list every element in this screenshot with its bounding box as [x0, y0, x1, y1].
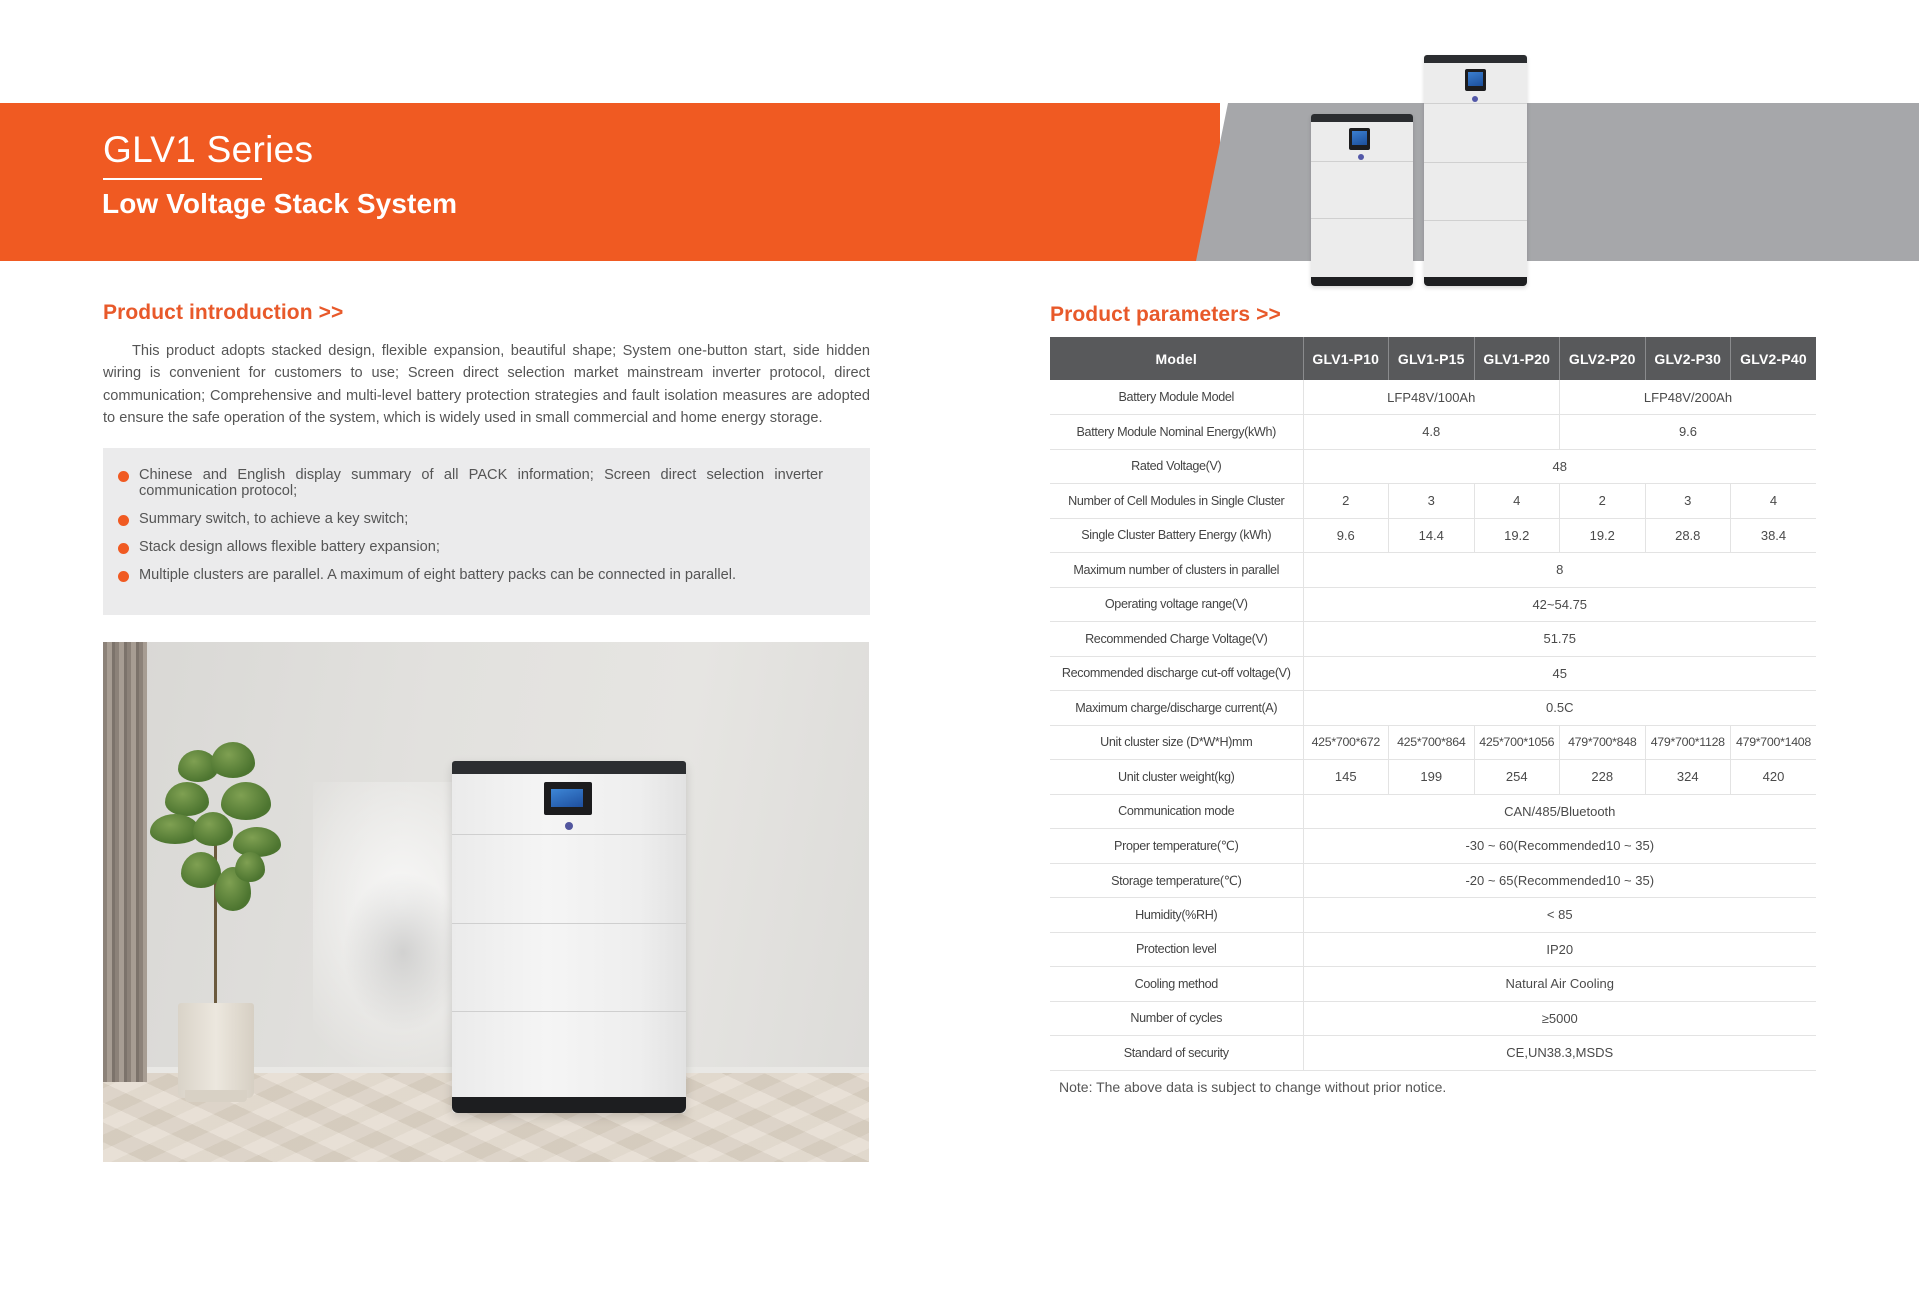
feature-list	[118, 467, 823, 595]
header-cell: GLV2-P20	[1560, 337, 1646, 380]
row-label: Proper temperature(℃)	[1050, 829, 1303, 864]
intro-paragraph: This product adopts stacked design, flexible expansion, beautiful shape; System one-button start, side hidden wiring is convenient for customers to use; Screen direct selection market mainstream inverter protocol, direct communication; Comprehensive and multi-level battery protection strategies and fault isolation measures are adopted to ensure the safe operation of the system, which is widely used in small commercial and home energy storage.	[103, 343, 870, 426]
row-value: 228	[1560, 760, 1646, 795]
row-value: 425*700*864	[1389, 725, 1475, 760]
bullet-dot-icon	[118, 571, 129, 582]
row-label: Number of Cell Modules in Single Cluster	[1050, 484, 1303, 519]
product-image-large-unit	[1424, 55, 1527, 286]
row-value: ≥5000	[1303, 1001, 1816, 1036]
row-value: LFP48V/200Ah	[1560, 380, 1817, 415]
unit-power-button-icon	[1358, 154, 1364, 160]
row-value: 425*700*672	[1303, 725, 1389, 760]
row-value: 51.75	[1303, 622, 1816, 657]
row-value: 3	[1389, 484, 1475, 519]
table-row	[1050, 518, 1816, 553]
row-value: 14.4	[1389, 518, 1475, 553]
row-label: Cooling method	[1050, 967, 1303, 1002]
bullet-dot-icon	[118, 471, 129, 482]
feature-text: Chinese and English display summary of all PACK information; Screen direct selection inverter communication protocol;	[139, 467, 823, 499]
row-value: 4	[1731, 484, 1817, 519]
plant-leaf-icon	[233, 827, 281, 857]
header-cell: GLV2-P30	[1645, 337, 1731, 380]
row-value: 3	[1645, 484, 1731, 519]
row-value: 4	[1474, 484, 1560, 519]
bullet-dot-icon	[118, 515, 129, 526]
unit-power-button-icon	[1472, 96, 1478, 102]
table-row	[1050, 1001, 1816, 1036]
row-label: Storage temperature(℃)	[1050, 863, 1303, 898]
row-label: Unit cluster size (D*W*H)mm	[1050, 725, 1303, 760]
row-label: Maximum charge/discharge current(A)	[1050, 691, 1303, 726]
table-row	[1050, 967, 1816, 1002]
row-label: Maximum number of clusters in parallel	[1050, 553, 1303, 588]
row-value: 425*700*1056	[1474, 725, 1560, 760]
row-value: 199	[1389, 760, 1475, 795]
row-value: 0.5C	[1303, 691, 1816, 726]
unit-top-cap	[1424, 55, 1527, 63]
row-value: 254	[1474, 760, 1560, 795]
table-row	[1050, 553, 1816, 588]
unit-display-screen-icon	[1349, 128, 1370, 150]
unit-display-screen-icon	[1465, 69, 1486, 91]
table-row	[1050, 725, 1816, 760]
row-label: Communication mode	[1050, 794, 1303, 829]
row-label: Battery Module Nominal Energy(kWh)	[1050, 415, 1303, 450]
battery-base	[452, 1097, 686, 1113]
table-row	[1050, 449, 1816, 484]
feature-item	[118, 567, 823, 583]
module-divider	[1424, 162, 1527, 163]
module-divider	[1311, 218, 1413, 219]
feature-item	[118, 467, 823, 499]
table-row	[1050, 863, 1816, 898]
table-row	[1050, 656, 1816, 691]
row-value: Natural Air Cooling	[1303, 967, 1816, 1002]
row-label: Operating voltage range(V)	[1050, 587, 1303, 622]
table-row	[1050, 829, 1816, 864]
row-label: Humidity(%RH)	[1050, 898, 1303, 933]
table-row	[1050, 898, 1816, 933]
row-value: 420	[1731, 760, 1817, 795]
header-cell: GLV1-P10	[1303, 337, 1389, 380]
table-row	[1050, 691, 1816, 726]
header-cell: GLV1-P15	[1389, 337, 1475, 380]
module-divider	[1424, 103, 1527, 104]
row-label: Unit cluster weight(kg)	[1050, 760, 1303, 795]
row-value: -20 ~ 65(Recommended10 ~ 35)	[1303, 863, 1816, 898]
table-row	[1050, 1036, 1816, 1071]
table-row	[1050, 760, 1816, 795]
module-divider	[1311, 161, 1413, 162]
row-value: 19.2	[1560, 518, 1646, 553]
plant-leaf-icon	[235, 852, 265, 882]
feature-item	[118, 539, 823, 555]
params-note: Note: The above data is subject to change without prior notice.	[1059, 1079, 1447, 1095]
unit-top-cap	[1311, 114, 1413, 122]
row-value: 479*700*848	[1560, 725, 1646, 760]
params-heading: Product parameters >>	[1050, 303, 1281, 326]
plant-pot-base	[185, 1090, 247, 1102]
table-row	[1050, 622, 1816, 657]
room-photo	[103, 642, 869, 1162]
row-value: 28.8	[1645, 518, 1731, 553]
table-row	[1050, 415, 1816, 450]
header-cell: GLV1-P20	[1474, 337, 1560, 380]
header-cell-model: Model	[1050, 337, 1303, 380]
row-label: Standard of security	[1050, 1036, 1303, 1071]
table-row	[1050, 794, 1816, 829]
plant-leaf-icon	[165, 782, 209, 816]
plant-leaf-icon	[211, 742, 255, 778]
feature-text: Summary switch, to achieve a key switch;	[139, 511, 409, 527]
row-value: 324	[1645, 760, 1731, 795]
row-value: LFP48V/100Ah	[1303, 380, 1560, 415]
row-label: Single Cluster Battery Energy (kWh)	[1050, 518, 1303, 553]
row-value: 479*700*1408	[1731, 725, 1817, 760]
module-divider	[1424, 220, 1527, 221]
row-value: 2	[1303, 484, 1389, 519]
params-table	[1050, 337, 1816, 1071]
row-value: CE,UN38.3,MSDS	[1303, 1036, 1816, 1071]
row-value: 8	[1303, 553, 1816, 588]
row-value: CAN/485/Bluetooth	[1303, 794, 1816, 829]
row-label: Recommended Charge Voltage(V)	[1050, 622, 1303, 657]
table-row	[1050, 380, 1816, 415]
row-value: 4.8	[1303, 415, 1560, 450]
feature-text: Stack design allows flexible battery expansion;	[139, 539, 440, 555]
row-value: IP20	[1303, 932, 1816, 967]
intro-heading: Product introduction >>	[103, 301, 344, 324]
plant-leaf-icon	[193, 812, 233, 846]
features-box	[103, 448, 870, 615]
banner-gray-band	[1190, 103, 1919, 261]
bullet-dot-icon	[118, 543, 129, 554]
row-value: -30 ~ 60(Recommended10 ~ 35)	[1303, 829, 1816, 864]
row-value: 19.2	[1474, 518, 1560, 553]
battery-module-divider	[452, 834, 686, 835]
table-row	[1050, 932, 1816, 967]
unit-base	[1311, 277, 1413, 286]
battery-module-divider	[452, 923, 686, 924]
row-value: 45	[1303, 656, 1816, 691]
row-value: 9.6	[1560, 415, 1817, 450]
plant-leaf-icon	[181, 852, 221, 888]
table-row	[1050, 587, 1816, 622]
row-value: 38.4	[1731, 518, 1817, 553]
title-underline-divider	[103, 178, 262, 180]
row-value: 9.6	[1303, 518, 1389, 553]
feature-text: Multiple clusters are parallel. A maximum of eight battery packs can be connected in parallel.	[139, 567, 737, 583]
table-header-row	[1050, 337, 1816, 380]
feature-item	[118, 511, 823, 527]
plant-pot	[178, 1003, 254, 1098]
battery-module-divider	[452, 1011, 686, 1012]
row-value: 48	[1303, 449, 1816, 484]
row-label: Rated Voltage(V)	[1050, 449, 1303, 484]
row-value: 2	[1560, 484, 1646, 519]
unit-base	[1424, 277, 1527, 286]
row-value: 479*700*1128	[1645, 725, 1731, 760]
banner-orange-band	[0, 103, 1220, 261]
battery-power-button-icon	[565, 822, 573, 830]
battery-stack-photo	[452, 761, 686, 1113]
row-label: Protection level	[1050, 932, 1303, 967]
header-cell: GLV2-P40	[1731, 337, 1817, 380]
leaf-shadow	[343, 872, 463, 1032]
row-value: 145	[1303, 760, 1389, 795]
row-value: < 85	[1303, 898, 1816, 933]
row-label: Battery Module Model	[1050, 380, 1303, 415]
row-label: Number of cycles	[1050, 1001, 1303, 1036]
series-subtitle: Low Voltage Stack System	[102, 188, 458, 219]
battery-top-cap	[452, 761, 686, 774]
series-title: GLV1 Series	[103, 129, 314, 170]
plant-leaf-icon	[221, 782, 271, 820]
table-row	[1050, 484, 1816, 519]
row-value: 42~54.75	[1303, 587, 1816, 622]
row-label: Recommended discharge cut-off voltage(V)	[1050, 656, 1303, 691]
battery-display-screen-icon	[544, 782, 592, 815]
product-image-small-unit	[1311, 114, 1413, 286]
curtain	[103, 642, 147, 1082]
